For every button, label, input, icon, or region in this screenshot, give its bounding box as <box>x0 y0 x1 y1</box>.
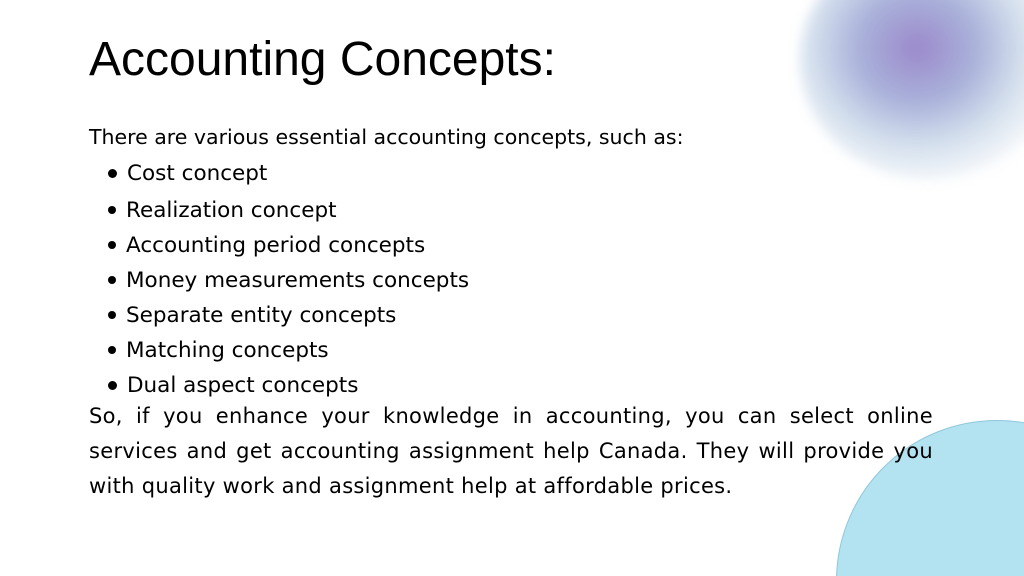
bullet-text: Matching concepts <box>126 337 329 363</box>
bullet-text: Accounting period concepts <box>126 232 426 258</box>
bullet-item-realization-concept <box>108 195 337 225</box>
bullet-text: Dual aspect concepts <box>127 372 359 398</box>
bullet-text: Realization concept <box>126 197 337 223</box>
bullet-dot-icon <box>108 206 116 214</box>
bullet-item-dual-aspect <box>108 370 358 400</box>
bullet-dot-icon <box>108 169 117 178</box>
bullet-dot-icon <box>108 381 117 390</box>
bullet-text: Separate entity concepts <box>126 302 397 328</box>
bullet-dot-icon <box>108 241 116 249</box>
bullet-item-separate-entity <box>108 300 396 330</box>
bullet-item-cost-concept <box>108 158 267 188</box>
decorative-purple-blob <box>800 0 1024 180</box>
closing-paragraph: So, if you enhance your knowledge in accounting, you can select online services and get accounting assignment help Canada. They will provide you with quality work and assignment help at affordable prices. <box>89 404 933 498</box>
bullet-item-money-measurements <box>108 265 469 295</box>
bullet-text: Cost concept <box>127 160 268 186</box>
bullet-dot-icon <box>108 276 116 284</box>
bullet-item-accounting-period <box>108 230 425 260</box>
bullet-text: Money measurements concepts <box>126 267 470 293</box>
intro-text: There are various essential accounting concepts, such as: <box>89 125 684 149</box>
slide-title: Accounting Concepts: <box>89 33 556 86</box>
bullet-item-matching <box>108 335 329 365</box>
bullet-dot-icon <box>108 311 116 319</box>
bullet-dot-icon <box>108 346 116 354</box>
